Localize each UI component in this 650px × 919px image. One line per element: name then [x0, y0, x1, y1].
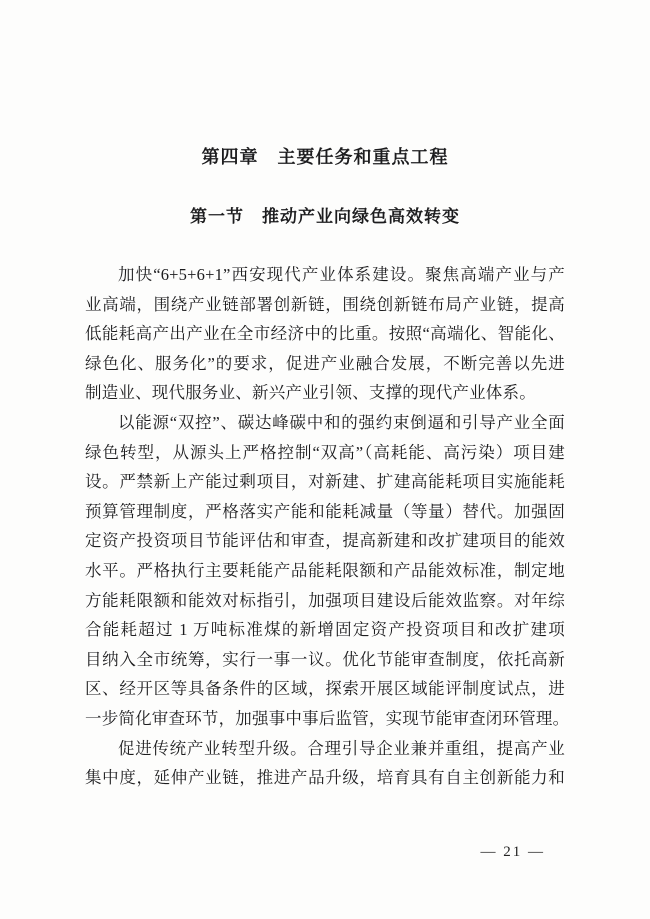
text-line: 区、经开区等具备条件的区域，探索开展区域能评制度试点，进	[85, 679, 565, 699]
paragraph-3	[85, 734, 565, 793]
text-line: 制造业、现代服务业、新兴产业引领、支撑的现代产业体系。	[85, 383, 536, 403]
text-line: 低能耗高产出产业在全市经济中的比重。按照“高端化、智能化、	[85, 324, 565, 344]
chapter-title: 第四章 主要任务和重点工程	[201, 147, 449, 167]
text-line: 绿色转型，从源头上严格控制“双高”（高耗能、高污染）项目建	[85, 442, 565, 462]
paragraph-1	[85, 260, 565, 408]
text-line: 目纳入全市统筹，实行一事一议。优化节能审查制度，依托高新	[85, 649, 565, 669]
paragraph-2	[85, 408, 570, 734]
text-line: 一步简化审查环节，加强事中事后监管，实现节能审查闭环管理。	[85, 708, 570, 728]
document-body	[85, 260, 570, 793]
text-line: 促进传统产业转型升级。合理引导企业兼并重组，提高产业	[118, 738, 565, 758]
section-title: 第一节 推动产业向绿色高效转变	[190, 207, 460, 226]
text-line: 方能耗限额和能效对标指引，加强项目建设后能效监察。对年综	[85, 590, 565, 610]
text-line: 设。严禁新上产能过剩项目，对新建、扩建高能耗项目实施能耗	[85, 472, 565, 492]
text-line: 加快“6+5+6+1”西安现代产业体系建设。聚焦高端产业与产	[118, 265, 565, 284]
text-line: 定资产投资项目节能评估和审查，提高新建和改扩建项目的能效	[85, 531, 565, 551]
text-line: 业高端，围绕产业链部署创新链，围绕创新链布局产业链，提高	[85, 294, 565, 314]
text-line: 集中度，延伸产业链，推进产品升级，培育具有自主创新能力和	[85, 768, 565, 788]
text-line: 合能耗超过 1 万吨标准煤的新增固定资产投资项目和改扩建项	[85, 620, 565, 640]
text-line: 预算管理制度，严格落实产能和能耗减量（等量）替代。加强固	[85, 501, 565, 521]
page-number: — 21 —	[480, 844, 545, 860]
text-line: 绿色化、服务化”的要求，促进产业融合发展，不断完善以先进	[85, 353, 565, 373]
text-line: 水平。严格执行主要耗能产品能耗限额和产品能效标准，制定地	[85, 560, 565, 580]
text-line: 以能源“双控”、碳达峰碳中和的强约束倒逼和引导产业全面	[118, 412, 565, 432]
